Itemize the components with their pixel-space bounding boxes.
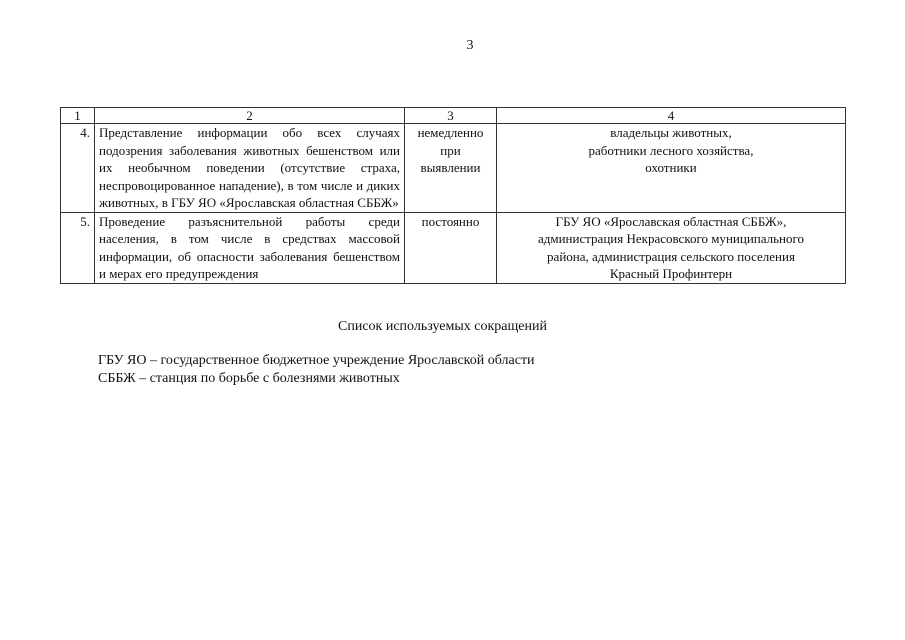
abbreviations-title: Список используемых сокращений (338, 319, 547, 334)
responsible-line: Красный Профинтерн (609, 266, 733, 281)
timing-line: немедленно (417, 125, 484, 140)
row-responsible (497, 124, 846, 213)
row-number: 5. (61, 212, 95, 283)
abbreviation-item: СББЖ – станция по борьбе с болезнями животных (98, 371, 400, 386)
row-timing (405, 124, 497, 213)
row-timing (405, 212, 497, 283)
table-row (61, 212, 846, 283)
row-description: Проведение разъяснительной работы среди населения, в том числе в средствах массовой информации, об опасности заболевания бешенством и мерах его предупреждения (95, 212, 405, 283)
table-row (61, 124, 846, 213)
row-description: Представление информации обо всех случаях подозрения заболевания животных бешенством или их необычном поведении (отсутствие страха, неспровоцированное нападение), в том числе и диких животных, в ГБУ ЯО «Ярославская областная СББЖ» (95, 124, 405, 213)
timing-line: постоянно (421, 213, 480, 229)
row-number: 4. (61, 124, 95, 213)
responsible-line: ГБУ ЯО «Ярославская областная СББЖ», (555, 213, 787, 229)
responsible-line: охотники (645, 160, 697, 175)
abbreviations-list (98, 352, 535, 388)
timing-line: выявлении (420, 160, 481, 175)
row-responsible (497, 212, 846, 283)
header-cell: 3 (405, 108, 497, 124)
measures-table (60, 107, 846, 284)
responsible-line: владельцы животных, (610, 125, 732, 140)
abbreviation-item: ГБУ ЯО – государственное бюджетное учреждение Ярославской области (98, 353, 535, 368)
responsible-line: администрация Некрасовского муниципального (537, 231, 805, 246)
page-number: 3 (466, 38, 474, 53)
responsible-line: работники лесного хозяйства, (588, 142, 754, 158)
header-cell: 4 (497, 108, 846, 124)
timing-line: при (440, 142, 461, 158)
table-header-row (61, 108, 846, 124)
responsible-line: района, администрация сельского поселения (547, 248, 795, 264)
header-cell: 1 (61, 108, 95, 124)
header-cell: 2 (95, 108, 405, 124)
